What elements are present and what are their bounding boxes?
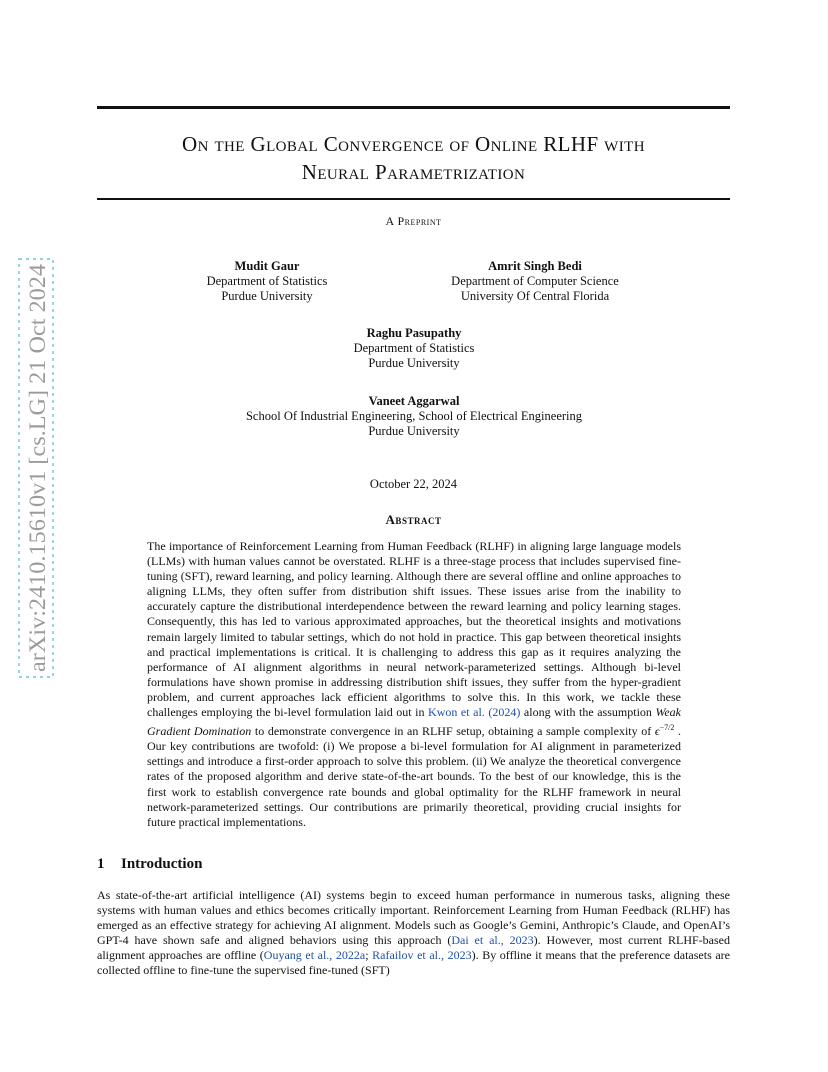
author-name: Raghu Pasupathy bbox=[366, 326, 462, 340]
section-number: 1 bbox=[97, 856, 105, 872]
arxiv-stamp-text: arXiv:2410.15610v1 [cs.LG] 21 Oct 2024 bbox=[25, 276, 51, 672]
author-block bbox=[430, 259, 640, 304]
intro-part: ). By offline it means that the preference datasets are collected offline to fine-tune the supervised fine-tuned (SFT) bbox=[97, 948, 731, 978]
preprint-label: A Preprint bbox=[385, 214, 442, 228]
intro-part: ; bbox=[365, 948, 373, 963]
section-title: Introduction bbox=[121, 856, 203, 872]
author-block bbox=[214, 394, 614, 439]
title-line-2: Neural Parametrization bbox=[301, 160, 526, 184]
author-department: Department of Computer Science bbox=[451, 274, 619, 288]
section-heading bbox=[97, 856, 202, 873]
author-block bbox=[182, 259, 352, 304]
author-name: Amrit Singh Bedi bbox=[488, 259, 582, 273]
author-department: Department of Statistics bbox=[206, 274, 328, 288]
title-rule-bottom bbox=[97, 198, 730, 200]
author-institution: University Of Central Florida bbox=[460, 289, 610, 303]
citation-link[interactable]: Dai et al., 2023 bbox=[451, 933, 534, 948]
abstract-italic-term: Weak Gradient Domination bbox=[147, 705, 681, 739]
arxiv-stamp bbox=[18, 258, 54, 678]
paper-date: October 22, 2024 bbox=[369, 477, 458, 491]
author-institution: Purdue University bbox=[368, 424, 460, 438]
author-name: Vaneet Aggarwal bbox=[368, 394, 460, 408]
abstract-part: . Our key contributions are twofold: (i) We propose a bi-level formulation for AI alignment in parameterized settings and introduce a first-order approach to solve this problem. (ii) We analyze the theoretical convergence rates of the proposed algorithm and derive state-of-the-art bounds. To the best of our knowledge, this is the first work to establish convergence rate bounds and global optimality for the RLHF framework in neural network-parameterized settings. Our contributions are primarily theoretical, providing crucial insights for future practical implementations. bbox=[147, 724, 682, 829]
abstract-heading: Abstract bbox=[385, 512, 442, 527]
citation-link[interactable]: Rafailov et al., 2023 bbox=[372, 948, 472, 963]
intro-part: As state-of-the-art artificial intelligence (AI) systems begin to exceed human performance in numerous tasks, aligning these systems with human values and ethics becomes critically important. Reinforcement Learning from Human Feedback (RLHF) has emerged as an effective strategy for achieving AI alignment. Models such as Google’s Gemini, Anthropic’s Claude, and OpenAI’s GPT-4 have shown safe and aligned behaviors using this approach ( bbox=[97, 888, 730, 948]
abstract-part: to demonstrate convergence in an RLHF setup, obtaining a sample complexity of bbox=[251, 724, 655, 739]
citation-link[interactable]: Ouyang et al., 2022a bbox=[263, 948, 366, 963]
citation-link[interactable]: Kwon et al. (2024) bbox=[428, 705, 521, 720]
intro-part: ). However, most current RLHF-based alignment approaches are offline ( bbox=[97, 933, 731, 963]
math-epsilon: ϵ bbox=[654, 724, 660, 739]
author-institution: Purdue University bbox=[368, 356, 460, 370]
author-department: Department of Statistics bbox=[353, 341, 475, 355]
author-block bbox=[314, 326, 514, 371]
abstract-part: The importance of Reinforcement Learning from Human Feedback (RLHF) in aligning large language models (LLMs) with human values cannot be overstated. RLHF is a three-stage process that includes supervised fine-tuning (SFT), reward learning, and policy learning. Although there are several offline and online approaches to aligning LLMs, they often suffer from distribution shift issues. These issues arise from the inability to accurately capture the distributional interdependence between the reward learning and policy learning stages. Consequently, this has led to various approximated approaches, but the theoretical insights and motivations remain largely limited to tabular settings, which do not hold in practice. This gap between theoretical insights and practical implementations is critical. It is challenging to address this gap as it requires analyzing the performance of AI alignment algorithms in neural network-parameterized settings. Although bi-level formulations have shown promise in addressing distribution shift issues, they suffer from the hyper-gradient problem, and current approaches lack efficient algorithms to solve this. In this work, we tackle these challenges employing the bi-level formulation laid out in bbox=[147, 539, 681, 720]
author-institution: Purdue University bbox=[221, 289, 313, 303]
intro-paragraph bbox=[97, 888, 730, 979]
paper-title bbox=[97, 130, 730, 186]
author-department: School Of Industrial Engineering, School of Electrical Engineering bbox=[245, 409, 583, 423]
abstract-text bbox=[147, 539, 681, 830]
abstract-part: along with the assumption bbox=[520, 705, 656, 720]
title-line-1: On the Global Convergence of Online RLHF with bbox=[182, 132, 645, 156]
title-rule-top bbox=[97, 106, 730, 109]
math-exponent: −7/2 bbox=[659, 723, 675, 733]
author-name: Mudit Gaur bbox=[234, 259, 300, 273]
